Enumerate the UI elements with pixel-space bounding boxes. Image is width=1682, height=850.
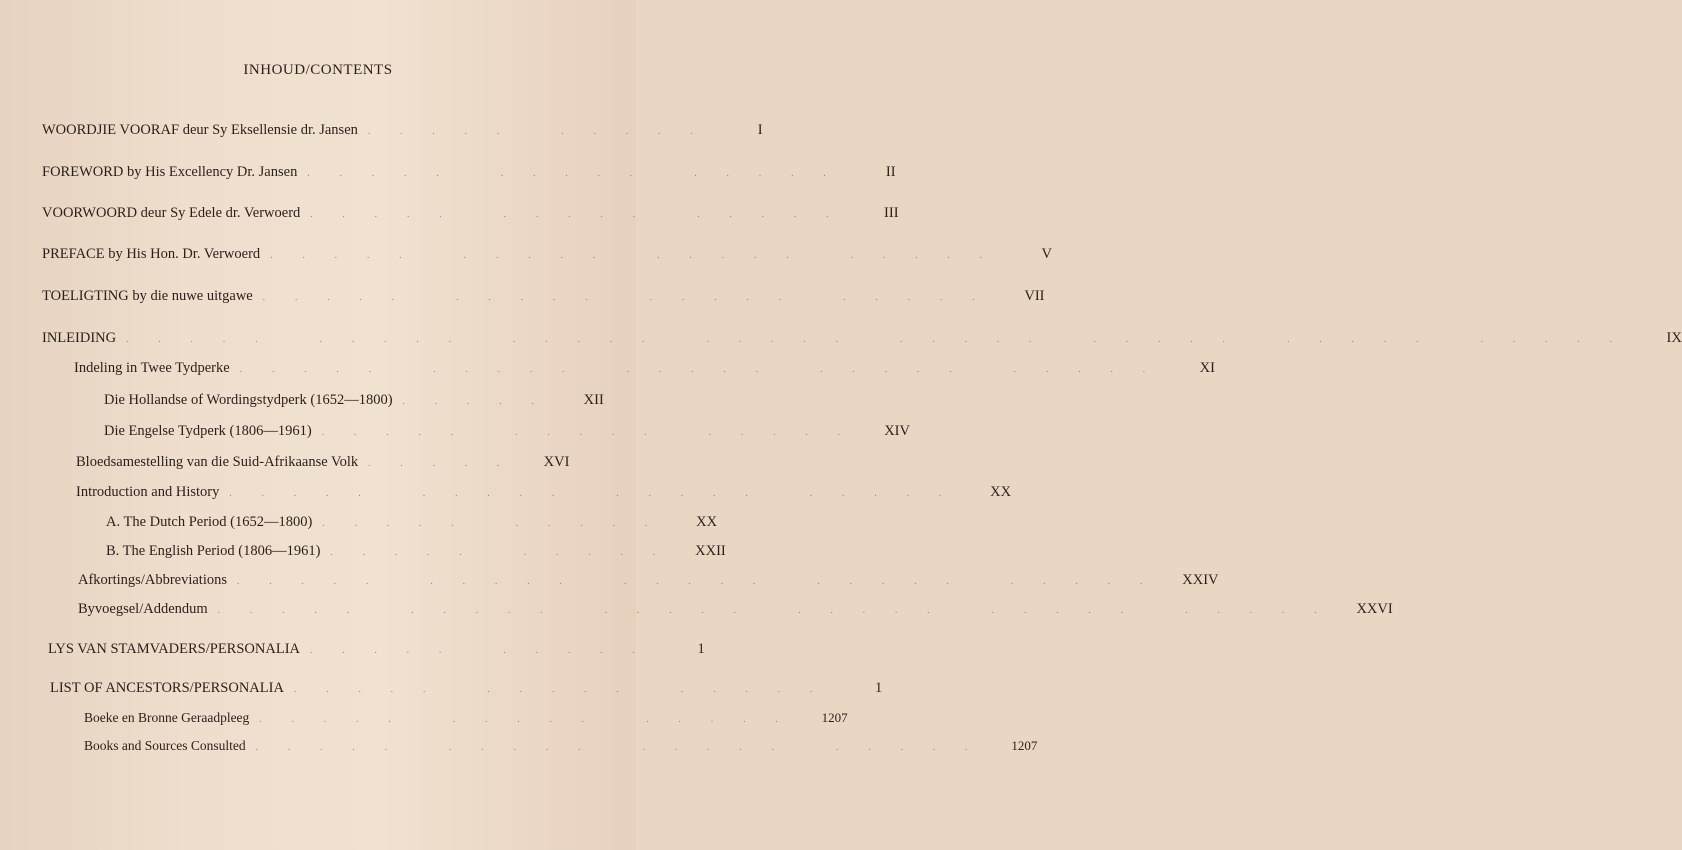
dot-leader: ..... ..... xyxy=(330,547,686,557)
toc-entry xyxy=(104,423,910,445)
toc-entry-label: TOELIGTING by die nuwe uitgawe xyxy=(42,288,253,304)
toc-entry-page: XXII xyxy=(695,543,726,559)
toc-entry-label: INLEIDING xyxy=(42,330,117,346)
toc-entry xyxy=(42,164,896,186)
page-title: INHOUD/CONTENTS xyxy=(243,62,393,78)
toc-entry-label: Afkortings/Abbreviations xyxy=(78,572,228,588)
toc-entry-page: III xyxy=(884,205,899,221)
toc-entry xyxy=(42,288,1045,310)
toc-entry-page: I xyxy=(757,122,763,138)
dot-leader: ..... xyxy=(402,396,564,406)
toc-entry xyxy=(84,738,1038,760)
toc-entry xyxy=(106,543,726,565)
toc-entry xyxy=(42,330,1682,352)
dot-leader: ..... ..... ..... ..... xyxy=(262,292,1005,302)
toc-entry-page: XII xyxy=(583,392,604,408)
toc-entry xyxy=(76,454,570,476)
dot-leader: ..... ..... ..... xyxy=(310,209,859,219)
toc-entry-label: Indeling in Twee Tydperke xyxy=(74,360,230,376)
toc-entry-page: XXVI xyxy=(1356,601,1393,617)
toc-entry xyxy=(42,122,763,144)
toc-entry-label: VOORWOORD deur Sy Edele dr. Verwoerd xyxy=(42,205,301,221)
dot-leader: ..... ..... ..... ..... xyxy=(270,250,1012,260)
toc-entry-label: Die Engelse Tydperk (1806—1961) xyxy=(104,423,312,439)
toc-entry-label: B. The English Period (1806—1961) xyxy=(106,543,321,559)
toc-entry-label: Boeke en Bronne Geraadpleeg xyxy=(84,710,250,725)
dot-leader: ..... ..... ..... ..... ..... ..... xyxy=(217,605,1347,615)
toc-entry-label: Bloedsamestelling van die Suid-Afrikaanse Volk xyxy=(76,454,359,470)
toc-entry-page: 1207 xyxy=(1011,738,1038,753)
toc-entry xyxy=(42,246,1052,268)
toc-entry-page: XIV xyxy=(884,423,910,439)
toc-entry-label: Byvoegsel/Addendum xyxy=(78,601,208,617)
toc-entry-page: VII xyxy=(1024,288,1045,304)
toc-entry xyxy=(84,710,848,732)
toc-entry-label: LIST OF ANCESTORS/PERSONALIA xyxy=(50,680,284,696)
toc-entry xyxy=(48,641,705,663)
toc-entry-label: Die Hollandse of Wordingstydperk (1652—1800) xyxy=(104,392,393,408)
toc-entry-page: XI xyxy=(1199,360,1215,376)
toc-entry xyxy=(74,360,1215,382)
toc-entry xyxy=(78,601,1393,623)
toc-entry xyxy=(76,484,1012,506)
toc-entry xyxy=(78,572,1219,594)
toc-entry-label: Introduction and History xyxy=(76,484,220,500)
dot-leader: ..... ..... ..... ..... ..... xyxy=(239,364,1175,374)
toc-entry-page: 1 xyxy=(874,680,883,696)
toc-entry xyxy=(104,392,604,414)
toc-entry-page: XXIV xyxy=(1182,572,1219,588)
dot-leader: ..... ..... xyxy=(322,518,678,528)
toc-entry-page: V xyxy=(1041,246,1052,262)
dot-leader: ..... ..... xyxy=(310,645,665,655)
toc-entry-label: FOREWORD by His Excellency Dr. Jansen xyxy=(42,164,298,180)
toc-entry-label: A. The Dutch Period (1652—1800) xyxy=(106,514,313,530)
toc-entry-page: XX xyxy=(696,514,718,530)
dot-leader: ..... xyxy=(368,458,530,468)
dot-leader: ..... ..... ..... xyxy=(259,714,808,724)
toc-entry xyxy=(42,205,899,227)
dot-leader: ..... ..... ..... ..... xyxy=(255,742,998,752)
toc-entry-page: 1 xyxy=(697,641,705,657)
toc-entry-page: II xyxy=(885,164,896,180)
toc-entry xyxy=(106,514,718,536)
toc-entry xyxy=(50,680,883,702)
dot-leader: ..... ..... ..... xyxy=(307,168,856,178)
toc-entry-label: PREFACE by His Hon. Dr. Verwoerd xyxy=(42,246,261,262)
dot-leader: ..... ..... ..... ..... ..... ..... ..... ..... xyxy=(126,334,1642,344)
toc-entry-page: 1207 xyxy=(821,710,848,725)
dot-leader: ..... ..... ..... ..... xyxy=(229,488,972,498)
toc-entry-page: XVI xyxy=(543,454,570,470)
toc-entry-page: IX xyxy=(1666,330,1682,346)
dot-leader: ..... ..... xyxy=(367,126,723,136)
dot-leader: ..... ..... ..... ..... ..... xyxy=(237,576,1173,586)
toc-entry-label: WOORDJIE VOORAF deur Sy Eksellensie dr. Jansen xyxy=(42,122,358,138)
toc-entry-label: LYS VAN STAMVADERS/PERSONALIA xyxy=(48,641,300,657)
toc-entry-page: XX xyxy=(990,484,1012,500)
dot-leader: ..... ..... ..... xyxy=(293,684,843,694)
dot-leader: ..... ..... ..... xyxy=(321,427,870,437)
toc-entry-label: Books and Sources Consulted xyxy=(84,738,246,753)
